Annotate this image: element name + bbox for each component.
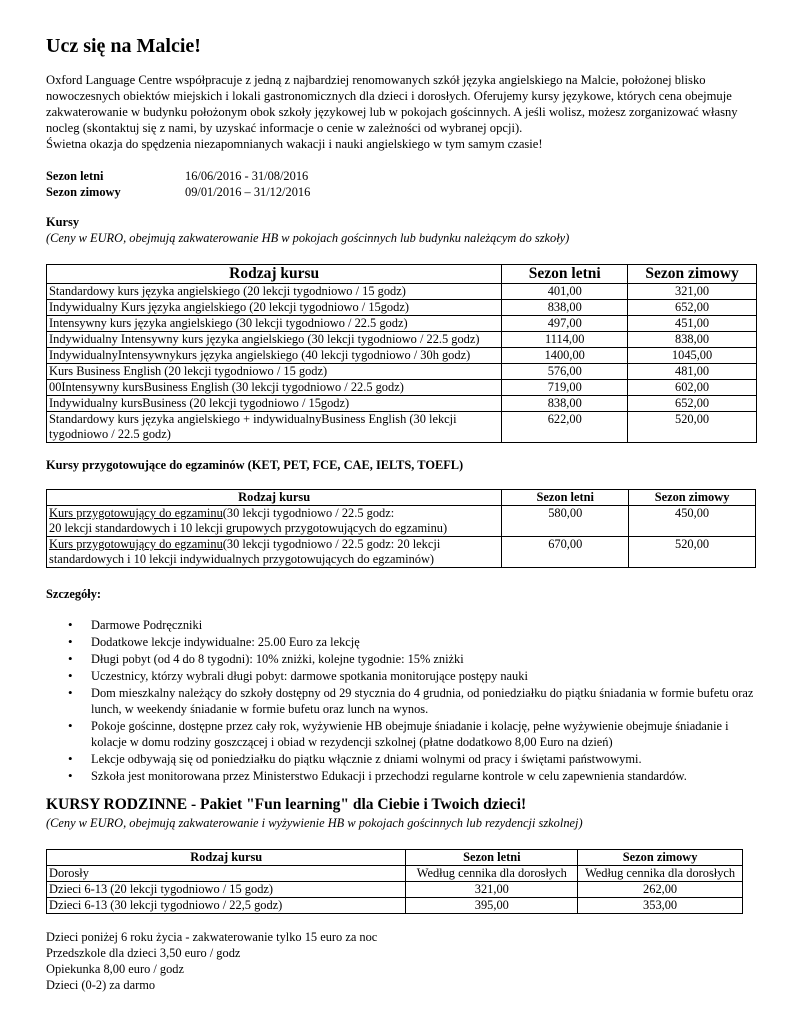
winter-price: 520,00	[629, 537, 756, 568]
course-name: Indywidualny Intensywny kurs języka angielskiego (30 lekcji tygodniowo / 22.5 godz)	[47, 332, 502, 348]
winter-price: 262,00	[578, 882, 743, 898]
course-name: IndywidualnyIntensywnykurs języka angielskiego (40 lekcji tygodniowo / 30h godz)	[47, 348, 502, 364]
summer-price: 838,00	[502, 300, 628, 316]
winter-price: 520,00	[628, 412, 757, 443]
course-name: Dzieci 6-13 (30 lekcji tygodniowo / 22,5 godz)	[47, 898, 406, 914]
course-name: Standardowy kurs języka angielskiego + indywidualnyBusiness English (30 lekcji tygodniowo / 22.5 godz)	[47, 412, 502, 443]
course-name: Standardowy kurs języka angielskiego (20 lekcji tygodniowo / 15 godz)	[47, 284, 502, 300]
exam-course-link[interactable]: Kurs przygotowujący do egzaminu	[49, 506, 223, 520]
family-courses-heading: KURSY RODZINNE - Pakiet "Fun learning" dla Ciebie i Twoich dzieci!	[46, 796, 527, 813]
note-line: Przedszkole dla dzieci 3,50 euro / godz	[46, 946, 241, 960]
winter-price: Według cennika dla dorosłych	[578, 866, 743, 882]
summer-season-line	[46, 168, 308, 184]
exam-course-cell	[47, 537, 502, 568]
intro-line: Świetna okazja do spędzenia niezapomnianych wakacji i nauki angielskiego w tym samym czasie!	[46, 137, 543, 151]
summer-price: 670,00	[502, 537, 629, 568]
table-row	[47, 348, 757, 364]
table-row	[47, 300, 757, 316]
column-header: Sezon letni	[406, 850, 578, 866]
list-item: • Długi pobyt (od 4 do 8 tygodni): 10% zniżki, kolejne tygodnie: 15% zniżki	[46, 651, 761, 667]
winter-season-dates: 09/01/2016 – 31/12/2016	[185, 185, 311, 199]
table-row	[47, 396, 757, 412]
summer-season-label: Sezon letni	[46, 169, 104, 183]
course-name: Dorosły	[47, 866, 406, 882]
summer-price: 622,00	[502, 412, 628, 443]
winter-price: 602,00	[628, 380, 757, 396]
table-row	[47, 866, 743, 882]
summer-price: 401,00	[502, 284, 628, 300]
winter-season-label: Sezon zimowy	[46, 185, 121, 199]
list-item: • Darmowe Podręczniki	[46, 617, 761, 633]
note-line: Dzieci (0-2) za darmo	[46, 978, 156, 992]
details-list	[46, 617, 761, 785]
list-item: • Szkoła jest monitorowana przez Ministerstwo Edukacji i przechodzi regularne kontrole w celu zapewnienia standardów.	[46, 768, 761, 784]
column-header: Sezon letni	[502, 265, 628, 284]
summer-price: 580,00	[502, 506, 629, 537]
summer-price: 321,00	[406, 882, 578, 898]
list-item: • Uczestnicy, którzy wybrali długi pobyt: darmowe spotkania monitorujące postępy nauki	[46, 668, 761, 684]
details-heading: Szczegóły:	[46, 587, 102, 601]
family-courses-table	[46, 849, 743, 914]
winter-price: 838,00	[628, 332, 757, 348]
table-header-row	[47, 265, 757, 284]
summer-price: 1114,00	[502, 332, 628, 348]
summer-price: 497,00	[502, 316, 628, 332]
summer-price: Według cennika dla dorosłych	[406, 866, 578, 882]
exam-course-detail: (30 lekcji tygodniowo / 22.5 godz:	[222, 506, 395, 520]
course-name: Intensywny kurs języka angielskiego (30 lekcji tygodniowo / 22.5 godz)	[47, 316, 502, 332]
exam-course-link[interactable]: Kurs przygotowujący do egzaminu	[49, 537, 223, 551]
table-row	[47, 284, 757, 300]
summer-price: 1400,00	[502, 348, 628, 364]
table-row	[47, 316, 757, 332]
course-name: 00Intensywny kursBusiness English (30 lekcji tygodniowo / 22.5 godz)	[47, 380, 502, 396]
table-row	[47, 364, 757, 380]
winter-price: 321,00	[628, 284, 757, 300]
winter-price: 652,00	[628, 300, 757, 316]
winter-price: 450,00	[629, 506, 756, 537]
column-header: Sezon zimowy	[629, 490, 756, 506]
exam-courses-table	[46, 489, 756, 568]
exam-course-detail: (30 lekcji tygodniowo / 22.5 godz: 20 lekcji	[222, 537, 441, 551]
winter-price: 353,00	[578, 898, 743, 914]
exam-courses-heading: Kursy przygotowujące do egzaminów (KET, PET, FCE, CAE, IELTS, TOEFL)	[46, 458, 464, 472]
list-item: • Lekcje odbywają się od poniedziałku do piątku włącznie z dniami wolnymi od pracy i świętami państwowymi.	[46, 751, 761, 767]
intro-line: Oxford Language Centre współpracuje z jedną z najbardziej renomowanych szkół języka angielskiego na Malcie, położonej blisko	[46, 73, 706, 87]
table-row	[47, 882, 743, 898]
courses-table	[46, 264, 757, 443]
courses-heading: Kursy	[46, 215, 80, 229]
intro-line: zakwaterowanie w budynku położonym obok szkoły językowej lub w pokojach gościnnych. A jeśli wolisz, możesz zorganizować własny	[46, 105, 738, 119]
course-name: Kurs Business English (20 lekcji tygodniowo / 15 godz)	[47, 364, 502, 380]
column-header: Sezon zimowy	[628, 265, 757, 284]
page-title: Ucz się na Malcie!	[46, 35, 201, 57]
list-item: • Pokoje gościnne, dostępne przez cały rok, wyżywienie HB obejmuje śniadanie i kolację, pełne wyżywienie obejmuje śniadanie i kolacje w domu rodziny goszczącej i obiad w rezydencji szkolnej (płatne dodatkowo 8,00 Euro na dzień)	[46, 718, 761, 750]
exam-course-detail: standardowych i 10 lekcji indywidualnych przygotowujących do egzaminów)	[49, 552, 435, 566]
column-header: Rodzaj kursu	[47, 850, 406, 866]
winter-season-line	[46, 184, 310, 200]
list-item: • Dom mieszkalny należący do szkoły dostępny od 29 stycznia do 4 grudnia, od poniedziałku do piątku śniadania w formie bufetu oraz lunch, w weekendy śniadanie w formie bufetu oraz lunch na wynos.	[46, 685, 761, 717]
intro-paragraph	[46, 72, 758, 152]
summer-price: 395,00	[406, 898, 578, 914]
courses-note: (Ceny w EURO, obejmują zakwaterowanie HB w pokojach gościnnych lub budynku należącym do szkoły)	[46, 231, 570, 245]
column-header: Rodzaj kursu	[47, 490, 502, 506]
summer-price: 719,00	[502, 380, 628, 396]
exam-course-cell	[47, 506, 502, 537]
table-row	[47, 412, 757, 443]
winter-price: 652,00	[628, 396, 757, 412]
column-header: Rodzaj kursu	[47, 265, 502, 284]
winter-price: 1045,00	[628, 348, 757, 364]
table-row	[47, 332, 757, 348]
table-row	[47, 898, 743, 914]
column-header: Sezon letni	[502, 490, 629, 506]
table-header-row	[47, 490, 756, 506]
course-name: Indywidualny kursBusiness (20 lekcji tygodniowo / 15godz)	[47, 396, 502, 412]
intro-line: nocleg (skontaktuj się z nami, by uzyskać informacje o cenie w zależności od wybranej opcji).	[46, 121, 523, 135]
summer-price: 838,00	[502, 396, 628, 412]
summer-price: 576,00	[502, 364, 628, 380]
column-header: Sezon zimowy	[578, 850, 743, 866]
family-courses-note: (Ceny w EURO, obejmują zakwaterowanie i wyżywienie HB w pokojach gościnnych lub rezydencji szkolnej)	[46, 816, 583, 830]
summer-season-dates: 16/06/2016 - 31/08/2016	[185, 169, 309, 183]
exam-course-detail: 20 lekcji standardowych i 10 lekcji grupowych przygotowujących do egzaminu)	[49, 521, 448, 535]
table-header-row	[47, 850, 743, 866]
winter-price: 481,00	[628, 364, 757, 380]
note-line: Opiekunka 8,00 euro / godz	[46, 962, 184, 976]
table-row	[47, 506, 756, 537]
course-name: Dzieci 6-13 (20 lekcji tygodniowo / 15 godz)	[47, 882, 406, 898]
course-name: Indywidualny Kurs języka angielskiego (20 lekcji tygodniowo / 15godz)	[47, 300, 502, 316]
table-row	[47, 537, 756, 568]
note-line: Dzieci poniżej 6 roku życia - zakwaterowanie tylko 15 euro za noc	[46, 930, 378, 944]
family-extra-notes	[46, 929, 377, 993]
list-item: • Dodatkowe lekcje indywidualne: 25.00 Euro za lekcję	[46, 634, 761, 650]
winter-price: 451,00	[628, 316, 757, 332]
table-row	[47, 380, 757, 396]
intro-line: nowoczesnych obiektów miejskich i lokali gastronomicznych dla dzieci i dorosłych. Oferujemy kursy językowe, których cena obejmuje	[46, 89, 732, 103]
